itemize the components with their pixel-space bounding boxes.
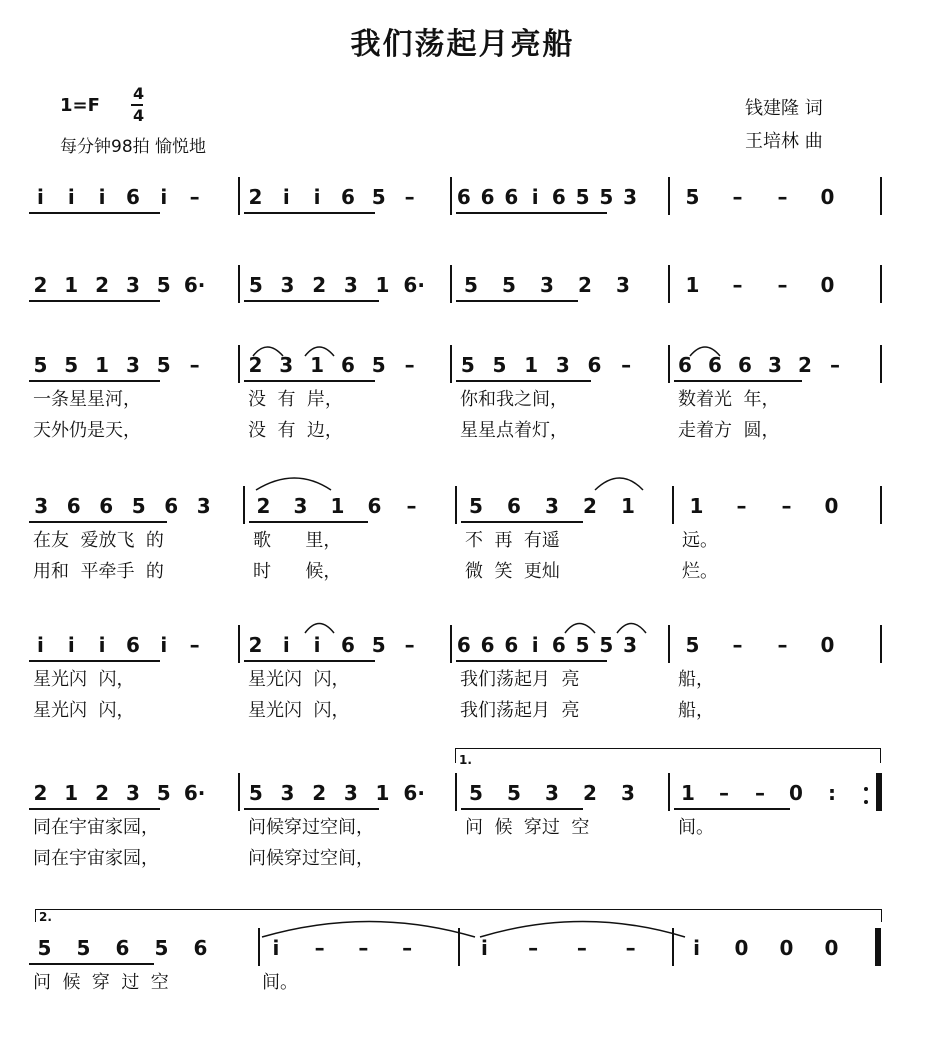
note: 3 [34, 494, 49, 518]
note: 5 [156, 781, 171, 805]
note: i [313, 633, 321, 657]
lyric-verse-2: 星光闪 闪， [33, 700, 135, 721]
note: 6· [403, 781, 425, 805]
note: 5 [502, 273, 516, 297]
note: 1 [64, 273, 79, 297]
note: 6 [456, 185, 471, 209]
lyric-verse-1: 星光闪 闪， [33, 669, 135, 690]
dash-note: – [777, 633, 788, 657]
note: 3 [545, 494, 559, 518]
dash-note: – [402, 936, 413, 960]
note: i [480, 936, 488, 960]
note: 5 [492, 353, 507, 377]
lyric-verse-1: 我们荡起月 亮 [460, 669, 580, 690]
note: 5 [507, 781, 521, 805]
note: 6 [480, 185, 495, 209]
slur [253, 347, 283, 356]
note: i [531, 633, 539, 657]
dash-note: – [189, 185, 200, 209]
note: 5 [469, 781, 483, 805]
note: 0 [734, 936, 749, 960]
note: i [67, 633, 75, 657]
dash-note: – [314, 936, 325, 960]
lyric-verse-1: 问 候 穿 过 空 [33, 972, 169, 993]
dash-note: – [732, 633, 743, 657]
note: 1 [681, 781, 695, 805]
note: 6 [507, 494, 521, 518]
note: 2 [312, 781, 327, 805]
slur [305, 347, 334, 356]
note: 1 [64, 781, 79, 805]
note: 3 [540, 273, 554, 297]
dash-note: – [625, 936, 636, 960]
note: 6 [456, 633, 471, 657]
note: 6 [164, 494, 179, 518]
lyric-verse-1: 没 有 岸， [248, 389, 343, 410]
lyric-verse-1: 数着光 年， [678, 389, 780, 410]
note: 0 [820, 185, 835, 209]
note: 5 [575, 633, 590, 657]
note: 6 [99, 494, 114, 518]
slur [565, 624, 595, 634]
slur [617, 624, 646, 634]
note: 3 [196, 494, 211, 518]
note: 5 [469, 494, 483, 518]
slur [690, 347, 720, 356]
note: 6· [183, 273, 206, 297]
note: 2 [248, 185, 263, 209]
dash-note: – [404, 353, 415, 377]
note: 0 [820, 633, 835, 657]
note: 5 [156, 353, 171, 377]
note: 1 [524, 353, 539, 377]
lyric-verse-2: 星星点着灯， [460, 420, 568, 441]
note: 6 [504, 185, 519, 209]
lyric-verse-2: 天外仍是天， [33, 420, 141, 441]
note: i [160, 185, 168, 209]
tie [480, 922, 685, 938]
note: 5 [599, 633, 614, 657]
note: 1 [330, 494, 345, 518]
lyric-verse-2: 同在宇宙家园， [33, 848, 159, 869]
note: 2 [248, 633, 263, 657]
note: 5 [599, 185, 614, 209]
lyric-verse-2: 我们荡起月 亮 [460, 700, 580, 721]
note: 2 [256, 494, 271, 518]
slur [595, 478, 643, 490]
note: 5 [464, 273, 478, 297]
dash-note: – [719, 781, 729, 805]
note: 2 [578, 273, 592, 297]
dash-note: – [358, 936, 369, 960]
note: 6 [367, 494, 382, 518]
note: 6 [504, 633, 519, 657]
lyric-verse-2: 星光闪 闪， [248, 700, 350, 721]
lyric-verse-1: 间。 [678, 817, 714, 838]
note: 2 [95, 781, 110, 805]
note: 0 [824, 936, 839, 960]
note: 6 [340, 633, 355, 657]
note: 1 [310, 353, 325, 377]
note: 5 [685, 185, 700, 209]
note: 2 [312, 273, 327, 297]
note: 5 [371, 353, 386, 377]
note: 3 [623, 633, 638, 657]
dash-note: – [781, 494, 792, 518]
dash-note: – [732, 273, 743, 297]
note: 5 [371, 185, 386, 209]
note: 6· [183, 781, 206, 805]
lyric-verse-1: 一条星星河， [33, 389, 141, 410]
note: 3 [545, 781, 559, 805]
dash-note: – [736, 494, 747, 518]
note: 3 [768, 353, 782, 377]
tempo-marking: 每分钟98拍 愉悦地 [60, 137, 207, 157]
lyric-verse-1: 船， [678, 669, 714, 690]
note: 2 [583, 781, 597, 805]
note: 5 [371, 633, 386, 657]
note: 6 [125, 185, 140, 209]
lyric-verse-2: 用和 平牵手 的 [33, 561, 164, 582]
note: 1 [685, 273, 700, 297]
lyric-verse-2: 微 笑 更灿 [465, 561, 560, 582]
note: 2 [33, 273, 48, 297]
note: 6 [115, 936, 130, 960]
note: 2 [583, 494, 597, 518]
lyric-verse-1: 问 候 穿过 空 [465, 817, 590, 838]
note: i [36, 185, 44, 209]
note: 6 [340, 353, 355, 377]
composer-credit: 王培林 曲 [745, 131, 823, 152]
dash-note: – [189, 353, 200, 377]
dash-note: – [576, 936, 587, 960]
note: 6 [125, 633, 140, 657]
lyric-verse-1: 在友 爱放飞 的 [33, 530, 164, 551]
note: i [67, 185, 75, 209]
lyric-verse-2: 时 候， [253, 561, 342, 582]
lyric-verse-2: 船， [678, 700, 714, 721]
note: 6 [551, 185, 566, 209]
note: 5 [156, 273, 171, 297]
note: 1 [95, 353, 110, 377]
lyric-verse-2: 没 有 边， [248, 420, 343, 441]
note: i [693, 936, 700, 960]
note: 5 [248, 273, 263, 297]
note: 3 [343, 781, 358, 805]
note: 3 [293, 494, 308, 518]
note: 3 [555, 353, 570, 377]
dash-note: – [621, 353, 632, 377]
note: 6 [340, 185, 355, 209]
lyric-verse-1: 同在宇宙家园， [33, 817, 159, 838]
note: 6 [551, 633, 566, 657]
note: 6· [403, 273, 425, 297]
note: 6 [66, 494, 81, 518]
note: i [531, 185, 539, 209]
note: 3 [125, 353, 140, 377]
note: i [160, 633, 168, 657]
note: 5 [131, 494, 146, 518]
dash-note: – [404, 185, 415, 209]
note: 3 [616, 273, 630, 297]
note: 1 [621, 494, 635, 518]
note: 1 [689, 494, 704, 518]
note: 2 [248, 353, 263, 377]
song-title: 我们荡起月亮船 [350, 27, 575, 62]
note: 3 [621, 781, 635, 805]
lyric-verse-1: 问候穿过空间， [248, 817, 374, 838]
note: 2 [33, 781, 48, 805]
note: 0 [820, 273, 835, 297]
dash-note: – [732, 185, 743, 209]
dash-note: – [406, 494, 417, 518]
note: 5 [248, 781, 263, 805]
lyric-verse-1: 远。 [682, 530, 718, 551]
note: 3 [280, 781, 295, 805]
lyric-verse-1: 星光闪 闪， [248, 669, 350, 690]
note: 2 [95, 273, 110, 297]
dash-note: – [528, 936, 539, 960]
key-signature: 1=F [60, 95, 100, 116]
lyric-verse-1: 不 再 有遥 [465, 530, 560, 551]
note: i [313, 185, 321, 209]
dash-note: – [755, 781, 765, 805]
note: i [98, 185, 106, 209]
time-signature-denominator: 4 [133, 106, 145, 125]
dash-note: – [777, 185, 788, 209]
note: 3 [125, 781, 140, 805]
note: 1 [375, 781, 390, 805]
note: 5 [575, 185, 590, 209]
note: i [282, 185, 290, 209]
note: 5 [685, 633, 700, 657]
lyric-verse-2: 烂。 [682, 561, 718, 582]
note: 3 [343, 273, 358, 297]
lyric-verse-1: 间。 [262, 972, 298, 993]
volta-number-2: 2. [39, 910, 52, 924]
lyricist-credit: 钱建隆 词 [745, 98, 823, 119]
note: 5 [76, 936, 91, 960]
note: 5 [154, 936, 169, 960]
note: 6 [587, 353, 602, 377]
note: i [98, 633, 106, 657]
lyric-verse-1: 你和我之间， [460, 389, 568, 410]
note: 5 [460, 353, 475, 377]
slur [256, 478, 331, 490]
note: 6 [480, 633, 495, 657]
note: 3 [623, 185, 638, 209]
note: 3 [125, 273, 140, 297]
note: 1 [375, 273, 390, 297]
note: 6 [678, 353, 692, 377]
note: 5 [33, 353, 48, 377]
note: 0 [824, 494, 839, 518]
lyric-verse-2: 问候穿过空间， [248, 848, 374, 869]
lyric-verse-1: 歌 里， [253, 530, 342, 551]
tie [262, 922, 475, 938]
note: 5 [37, 936, 52, 960]
dash-note: – [830, 353, 840, 377]
lyric-verse-2: 走着方 圆， [678, 420, 780, 441]
dash-note: – [777, 273, 788, 297]
note: 2 [798, 353, 812, 377]
note: 6 [708, 353, 722, 377]
note: 6 [738, 353, 752, 377]
dash-note: – [404, 633, 415, 657]
slur [305, 624, 334, 634]
note: 0 [789, 781, 803, 805]
volta-number-1: 1. [459, 753, 472, 767]
note: i [272, 936, 280, 960]
note: 3 [279, 353, 294, 377]
dash-note: – [189, 633, 200, 657]
note: 0 [779, 936, 794, 960]
note: 5 [64, 353, 79, 377]
time-signature-numerator: 4 [133, 84, 145, 103]
note: i [36, 633, 44, 657]
note: 3 [280, 273, 295, 297]
note: i [282, 633, 290, 657]
note: : [828, 781, 836, 805]
note: 6 [193, 936, 208, 960]
